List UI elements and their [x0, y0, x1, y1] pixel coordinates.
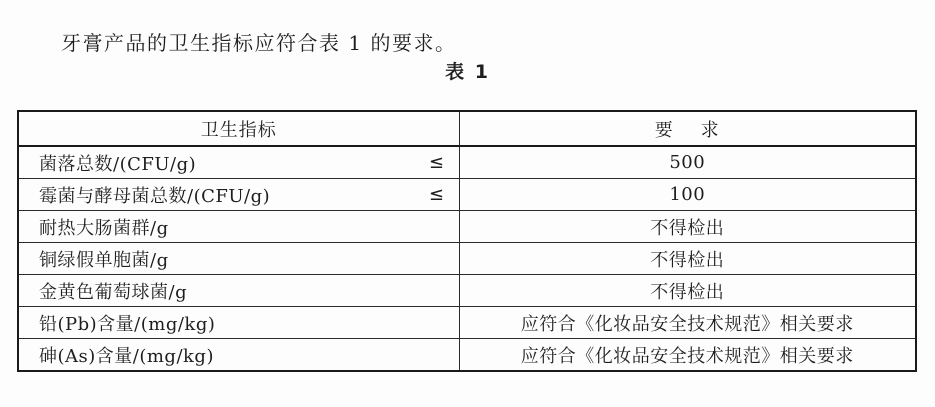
table-caption: 表 1: [445, 61, 490, 83]
table-row: [18, 146, 916, 179]
indicator-cell: [18, 146, 459, 179]
table-row: [18, 243, 916, 275]
table-row: [18, 275, 916, 307]
indicator-label: 菌落总数/(CFU/g): [39, 153, 197, 175]
requirement-cell: 不得检出: [459, 211, 916, 243]
indicator-cell: [18, 243, 459, 275]
requirement-cell: 应符合《化妆品安全技术规范》相关要求: [459, 307, 916, 339]
less-equal-symbol: ≤: [428, 184, 445, 205]
indicator-cell: [18, 275, 459, 307]
indicator-label: 耐热大肠菌群/g: [39, 217, 169, 239]
indicator-label: 霉菌与酵母菌总数/(CFU/g): [39, 185, 271, 207]
table-header-row: [18, 111, 916, 146]
indicator-cell: [18, 211, 459, 243]
indicator-label: 铜绿假单胞菌/g: [39, 249, 169, 271]
table-row: [18, 339, 916, 372]
indicator-label: 铅(Pb)含量/(mg/kg): [39, 313, 216, 335]
table-row: [18, 211, 916, 243]
less-equal-symbol: ≤: [428, 152, 445, 173]
indicator-cell: [18, 179, 459, 211]
hygiene-standards-table: [17, 110, 917, 372]
requirement-cell: 应符合《化妆品安全技术规范》相关要求: [459, 339, 916, 372]
table-row: [18, 179, 916, 211]
indicator-cell: [18, 307, 459, 339]
requirement-cell: 不得检出: [459, 275, 916, 307]
header-requirement: 要 求: [459, 111, 916, 146]
requirement-cell: 100: [459, 179, 916, 211]
indicator-cell: [18, 339, 459, 372]
requirement-cell: 500: [459, 146, 916, 179]
indicator-label: 金黄色葡萄球菌/g: [39, 281, 188, 303]
header-indicator: 卫生指标: [18, 111, 459, 146]
intro-text: 牙膏产品的卫生指标应符合表 1 的要求。: [61, 31, 457, 55]
table-row: [18, 307, 916, 339]
requirement-cell: 不得检出: [459, 243, 916, 275]
indicator-label: 砷(As)含量/(mg/kg): [39, 345, 214, 367]
